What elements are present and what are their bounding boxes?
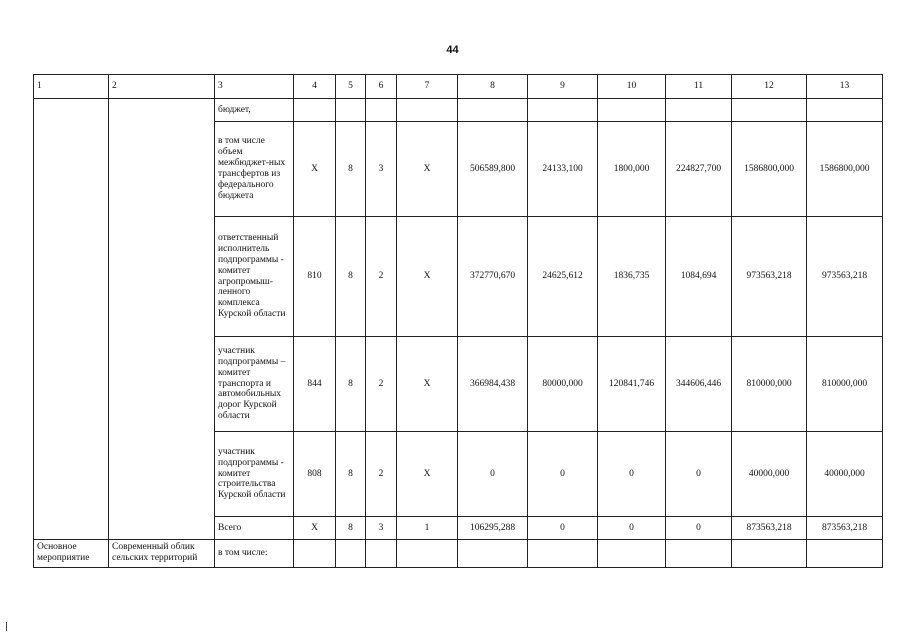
- header-cell: 2: [109, 75, 215, 99]
- value-cell: 8: [336, 337, 366, 432]
- empty-cell: [598, 99, 666, 122]
- page-number: 44: [446, 44, 459, 56]
- value-cell: 810000,000: [807, 337, 883, 432]
- header-cell: 4: [294, 75, 336, 99]
- value-cell: 844: [294, 337, 336, 432]
- value-cell: 8: [336, 217, 366, 337]
- table-row: [34, 99, 883, 122]
- value-cell: 40000,000: [732, 432, 807, 517]
- value-cell: 8: [336, 122, 366, 217]
- value-cell: 344606,446: [666, 337, 732, 432]
- empty-cell: [528, 99, 598, 122]
- value-cell: 120841,746: [598, 337, 666, 432]
- value-cell: 0: [458, 432, 528, 517]
- value-cell: 973563,218: [807, 217, 883, 337]
- value-cell: 80000,000: [528, 337, 598, 432]
- row-label: в том числе:: [215, 540, 294, 568]
- header-cell: 7: [397, 75, 458, 99]
- empty-cell: [397, 540, 458, 568]
- value-cell: 372770,670: [458, 217, 528, 337]
- empty-cell: [336, 540, 366, 568]
- value-cell: 1800,000: [598, 122, 666, 217]
- row-label: бюджет,: [215, 99, 294, 122]
- value-cell: X: [294, 517, 336, 540]
- value-cell: X: [397, 432, 458, 517]
- header-cell: 5: [336, 75, 366, 99]
- header-cell: 8: [458, 75, 528, 99]
- value-cell: 8: [336, 517, 366, 540]
- row-label: Всего: [215, 517, 294, 540]
- value-cell: 873563,218: [732, 517, 807, 540]
- value-cell: 2: [366, 337, 397, 432]
- activity-name: Современный облик сельских территорий: [109, 540, 215, 568]
- value-cell: 810: [294, 217, 336, 337]
- empty-cell: [458, 540, 528, 568]
- value-cell: 3: [366, 122, 397, 217]
- value-cell: 1586800,000: [732, 122, 807, 217]
- value-cell: 24133,100: [528, 122, 598, 217]
- empty-cell: [666, 99, 732, 122]
- empty-cell: [732, 540, 807, 568]
- budget-table: [33, 74, 883, 568]
- value-cell: 8: [336, 432, 366, 517]
- header-cell: 11: [666, 75, 732, 99]
- row-label: участник подпрограммы – комитет транспорта и автомобильных дорог Курской области: [215, 337, 294, 432]
- header-cell: 13: [807, 75, 883, 99]
- header-row: [34, 75, 883, 99]
- value-cell: 40000,000: [807, 432, 883, 517]
- value-cell: 0: [528, 517, 598, 540]
- header-cell: 12: [732, 75, 807, 99]
- value-cell: 366984,438: [458, 337, 528, 432]
- value-cell: 0: [528, 432, 598, 517]
- scan-edge-mark: [6, 622, 7, 631]
- empty-cell: [598, 540, 666, 568]
- value-cell: 106295,288: [458, 517, 528, 540]
- value-cell: X: [397, 337, 458, 432]
- empty-cell: [807, 99, 883, 122]
- header-cell: 1: [34, 75, 109, 99]
- empty-cell: [366, 99, 397, 122]
- row-label: ответственный исполнитель подпрограммы - комитет агропромыш-ленного комплекса Курской области: [215, 217, 294, 337]
- empty-cell: [336, 99, 366, 122]
- value-cell: X: [397, 217, 458, 337]
- empty-cell: [294, 99, 336, 122]
- value-cell: 810000,000: [732, 337, 807, 432]
- row-label: участник подпрограммы - комитет строительства Курской области: [215, 432, 294, 517]
- value-cell: 0: [666, 517, 732, 540]
- value-cell: 3: [366, 517, 397, 540]
- value-cell: 24625,612: [528, 217, 598, 337]
- empty-cell: [458, 99, 528, 122]
- value-cell: X: [397, 122, 458, 217]
- value-cell: 1084,694: [666, 217, 732, 337]
- value-cell: 0: [666, 432, 732, 517]
- value-cell: 2: [366, 432, 397, 517]
- header-cell: 9: [528, 75, 598, 99]
- header-cell: 6: [366, 75, 397, 99]
- empty-cell: [807, 540, 883, 568]
- empty-cell: [109, 99, 215, 540]
- value-cell: 224827,700: [666, 122, 732, 217]
- value-cell: 506589,800: [458, 122, 528, 217]
- empty-cell: [294, 540, 336, 568]
- value-cell: 1: [397, 517, 458, 540]
- value-cell: 2: [366, 217, 397, 337]
- empty-cell: [732, 99, 807, 122]
- value-cell: 0: [598, 517, 666, 540]
- value-cell: 1836,735: [598, 217, 666, 337]
- header-cell: 3: [215, 75, 294, 99]
- value-cell: 0: [598, 432, 666, 517]
- empty-cell: [397, 99, 458, 122]
- main-activity-label: Основное мероприятие: [34, 540, 109, 568]
- row-label: в том числе объем межбюджет-ных трансфертов из федерального бюджета: [215, 122, 294, 217]
- header-cell: 10: [598, 75, 666, 99]
- value-cell: X: [294, 122, 336, 217]
- table-row: [34, 540, 883, 568]
- empty-cell: [366, 540, 397, 568]
- empty-cell: [666, 540, 732, 568]
- value-cell: 1586800,000: [807, 122, 883, 217]
- value-cell: 873563,218: [807, 517, 883, 540]
- value-cell: 973563,218: [732, 217, 807, 337]
- empty-cell: [528, 540, 598, 568]
- value-cell: 808: [294, 432, 336, 517]
- empty-cell: [34, 99, 109, 540]
